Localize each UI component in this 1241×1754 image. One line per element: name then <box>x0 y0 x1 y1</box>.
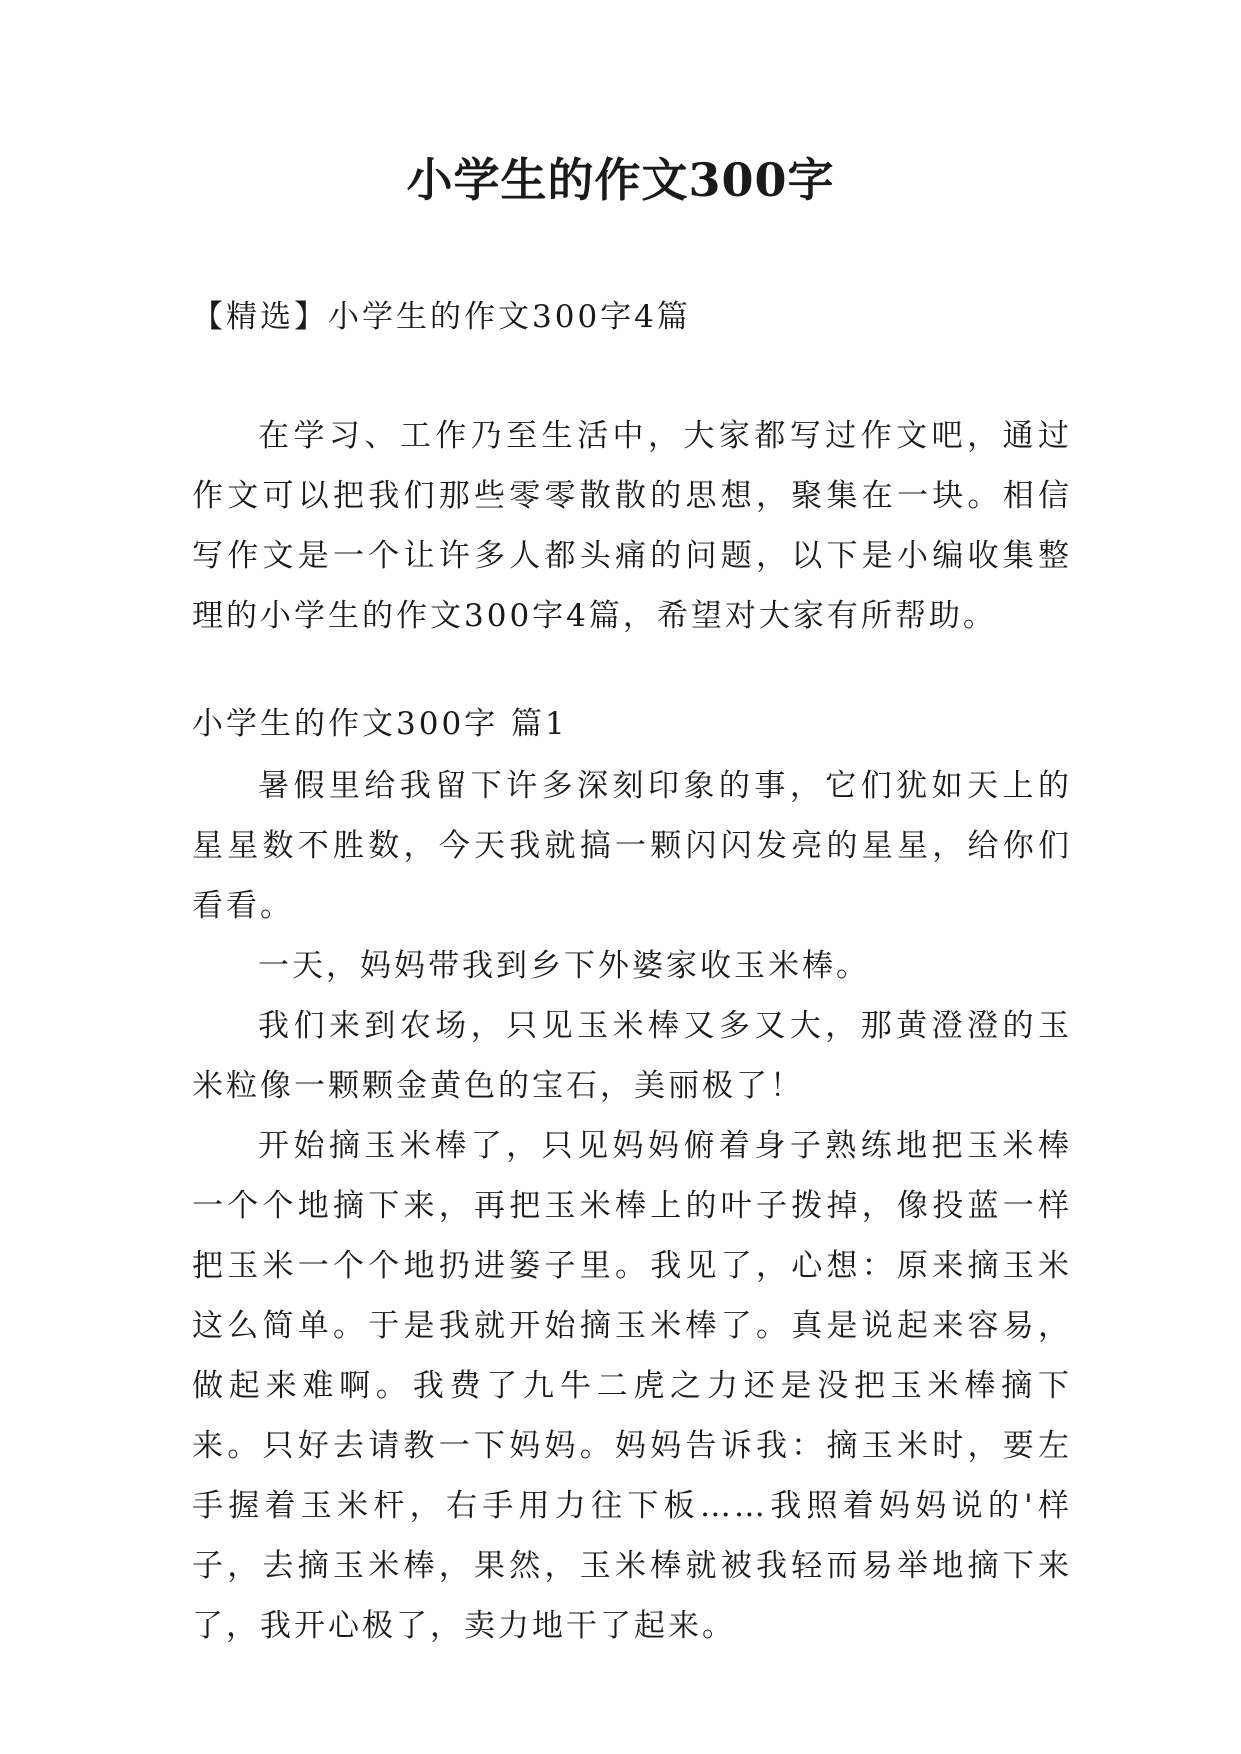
essay-paragraph: 暑假里给我留下许多深刻印象的事，它们犹如天上的星星数不胜数，今天我就搞一颗闪闪发亮的星星，给你们看看。 <box>192 768 1072 924</box>
document-subtitle: 【精选】小学生的作文300字4篇 <box>192 299 691 335</box>
intro-paragraph: 在学习、工作乃至生活中，大家都写过作文吧，通过作文可以把我们那些零零散散的思想，聚集在一块。相信写作文是一个让许多人都头痛的问题，以下是小编收集整理的小学生的作文300字4篇，希望对大家有所帮助。 <box>192 418 1072 634</box>
essay-paragraph: 一天，妈妈带我到乡下外婆家收玉米棒。 <box>258 948 870 984</box>
section-heading: 小学生的作文300字 篇1 <box>192 706 568 742</box>
essay-paragraph: 开始摘玉米棒了，只见妈妈俯着身子熟练地把玉米棒一个个地摘下来，再把玉米棒上的叶子拨掉，像投蓝一样把玉米一个个地扔进篓子里。我见了，心想：原来摘玉米这么简单。于是我就开始摘玉米棒了。真是说起来容易，做起来难啊。我费了九牛二虎之力还是没把玉米棒摘下来。只好去请教一下妈妈。妈妈告诉我：摘玉米时，要左手握着玉米杆，右手用力往下板……我照着妈妈说的'样子，去摘玉米棒，果然，玉米棒就被我轻而易举地摘下来了，我开心极了，卖力地干了起来。 <box>192 1128 1072 1644</box>
essay-paragraph: 我们来到农场，只见玉米棒又多又大，那黄澄澄的玉米粒像一颗颗金黄色的宝石，美丽极了！ <box>192 1008 1072 1104</box>
essay-section <box>192 696 1072 1656</box>
document-title: 小学生的作文300字 <box>406 153 835 207</box>
